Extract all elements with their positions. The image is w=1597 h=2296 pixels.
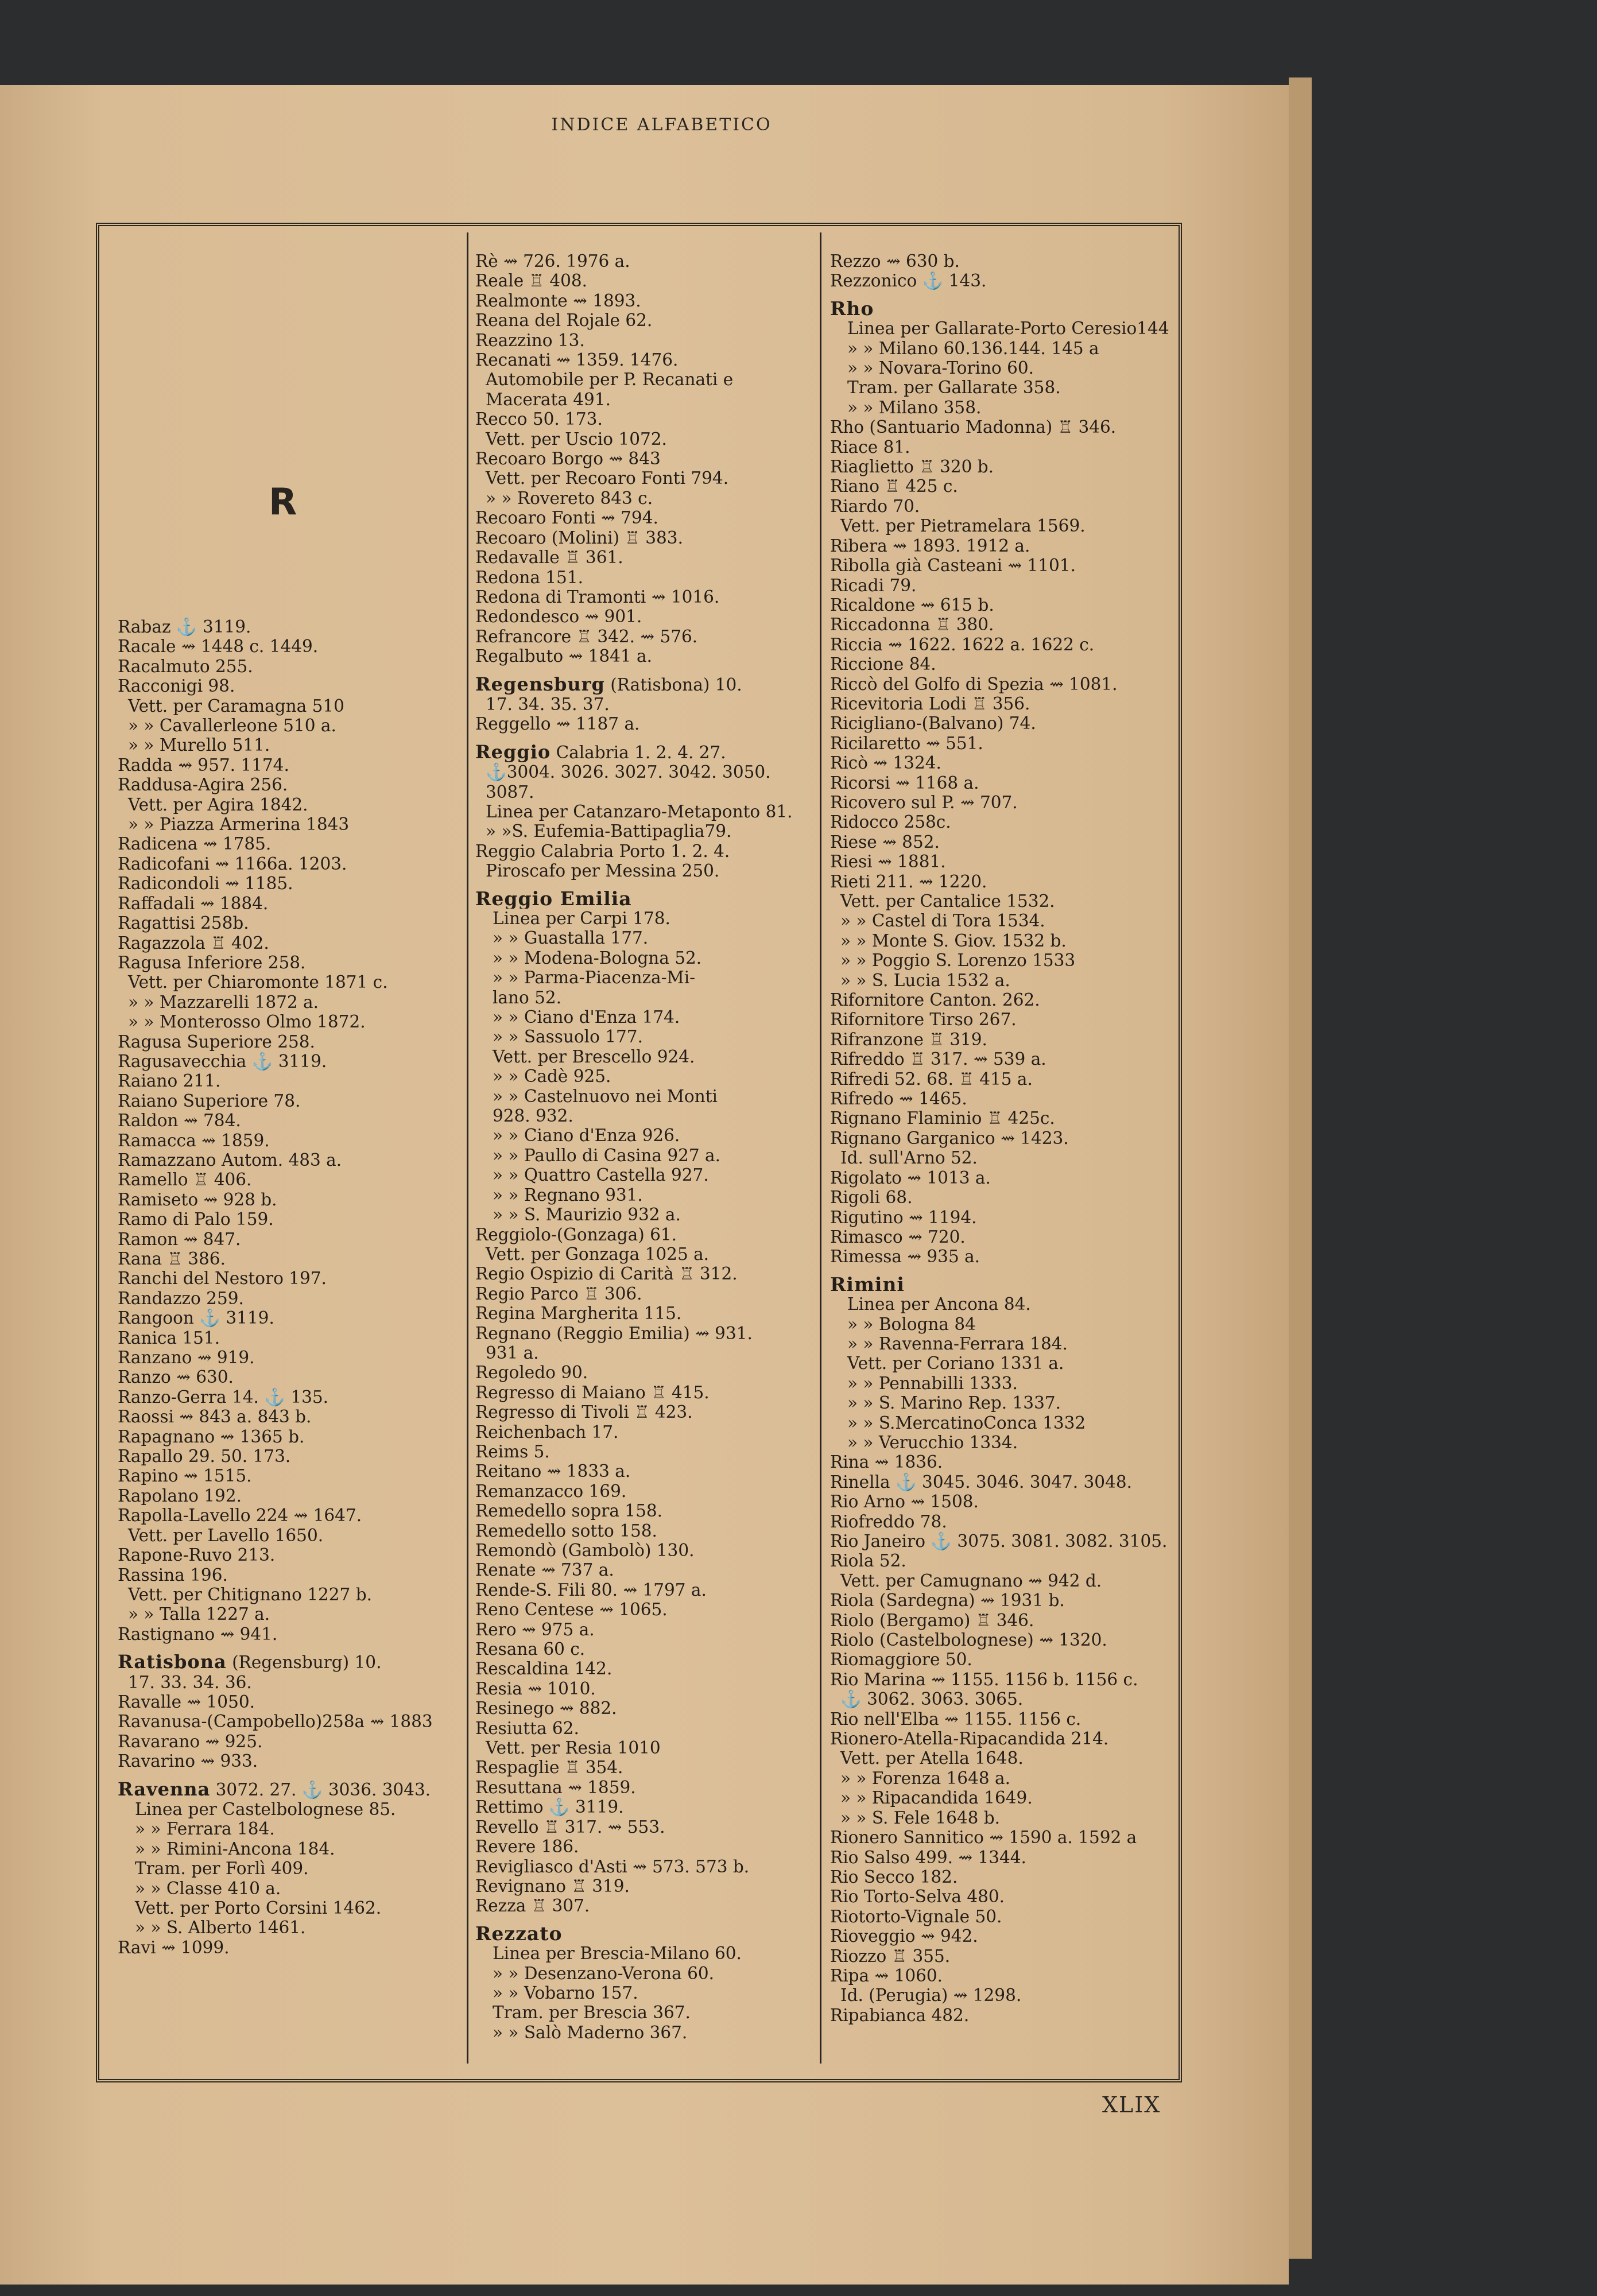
index-entry: » » Milano 358. [847, 397, 982, 417]
index-column-3 [830, 251, 1172, 2025]
index-entry: Resana 60 c. [475, 1639, 586, 1659]
index-entry: Regio Parco ♖ 306. [475, 1283, 642, 1304]
index-entry: » » Cadè 925. [493, 1066, 611, 1087]
index-entry: » » Monte S. Giov. 1532 b. [840, 930, 1067, 951]
index-entry: Linea per Carpi 178. [493, 909, 670, 928]
index-entry: Ranchi del Nestoro 197. [118, 1269, 327, 1289]
index-entry: Vett. per Recoaro Fonti 794. [486, 468, 729, 488]
entry-headword: Regensburg [475, 674, 605, 695]
index-entry: Randazzo 259. [118, 1288, 244, 1308]
index-entry: Ragazzola ♖ 402. [118, 933, 269, 953]
entry-headword: Ratisbona [118, 1652, 227, 1673]
index-entry: Vett. per Cantalice 1532. [840, 891, 1055, 911]
index-entry: Tram. per Forlì 409. [135, 1859, 309, 1879]
index-entry: Ragattisi 258b. [118, 913, 249, 933]
index-entry: Recoaro (Molini) ♖ 383. [475, 528, 683, 548]
index-entry: » » Ciano d'Enza 174. [493, 1007, 680, 1027]
index-entry: » » Quattro Castella 927. [493, 1165, 709, 1185]
index-entry: Riccia ⇝ 1622. 1622 a. 1622 c. [830, 634, 1095, 654]
index-entry: Rio Janeiro ⚓ 3075. 3081. 3082. 3105. [830, 1531, 1168, 1551]
index-entry: Resia ⇝ 1010. [475, 1678, 596, 1698]
index-entry: Riola (Sardegna) ⇝ 1931 b. [830, 1591, 1065, 1611]
index-entry: » » Parma-Piacenza-Mi- [493, 968, 696, 988]
index-entry: Radicena ⇝ 1785. [118, 834, 272, 854]
index-entry: Rionero Sannitico ⇝ 1590 a. 1592 a [830, 1828, 1137, 1848]
index-entry: Riccadonna ♖ 380. [830, 615, 994, 635]
index-entry: Ranzo-Gerra 14. ⚓ 135. [118, 1387, 329, 1407]
index-entry: Recanati ⇝ 1359. 1476. [475, 350, 679, 370]
index-entry: Vett. per Chiaromonte 1871 c. [128, 972, 388, 992]
entry-spacer [830, 291, 1172, 299]
index-entry: Revigliasco d'Asti ⇝ 573. 573 b. [475, 1856, 750, 1876]
index-entry: Vett. per Brescello 924. [493, 1046, 695, 1066]
index-entry: Racconigi 98. [118, 676, 235, 696]
index-entry: Riolo (Bergamo) ♖ 346. [830, 1610, 1034, 1630]
index-entry: Regresso di Tivoli ♖ 423. [475, 1402, 693, 1422]
index-entry: » » S. Maurizio 932 a. [493, 1205, 681, 1225]
index-entry: Ratisbona (Regensburg) 10. [118, 1652, 382, 1673]
index-entry: lano 52. [493, 987, 562, 1007]
index-entry: Renate ⇝ 737 a. [475, 1560, 614, 1580]
index-entry: Rho (Santuario Madonna) ♖ 346. [830, 417, 1117, 437]
index-entry: » » Salò Maderno 367. [493, 2022, 688, 2042]
index-entry: Raossi ⇝ 843 a. 843 b. [118, 1407, 312, 1427]
index-entry: Reale ♖ 408. [475, 271, 588, 291]
index-entry: Resinego ⇝ 882. [475, 1698, 617, 1719]
index-entry: » » Castel di Tora 1534. [840, 911, 1045, 931]
index-entry: Regnano (Reggio Emilia) ⇝ 931. [475, 1323, 753, 1343]
index-entry: Reims 5. [475, 1441, 550, 1461]
index-entry: » » Cavallerleone 510 a. [128, 716, 336, 736]
index-entry: Riese ⇝ 852. [830, 832, 940, 852]
index-entry: Regalbuto ⇝ 1841 a. [475, 646, 652, 666]
index-entry: » » Classe 410 a. [135, 1878, 281, 1898]
index-entry: Rero ⇝ 975 a. [475, 1619, 595, 1639]
index-entry: » » Rovereto 843 c. [486, 488, 653, 508]
index-entry: » » Castelnuovo nei Monti [493, 1086, 718, 1106]
index-entry: Racalmuto 255. [118, 656, 253, 676]
index-entry: Ridocco 258c. [830, 812, 951, 832]
index-entry: Rinella ⚓ 3045. 3046. 3047. 3048. [830, 1472, 1132, 1492]
index-entry: Rana ♖ 386. [118, 1249, 226, 1269]
index-entry: Tram. per Gallarate 358. [847, 378, 1061, 398]
index-entry: Rimessa ⇝ 935 a. [830, 1247, 980, 1267]
index-entry: Remedello sopra 158. [475, 1501, 662, 1521]
index-entry: Rignano Garganico ⇝ 1423. [830, 1128, 1069, 1148]
index-entry: Rio Arno ⇝ 1508. [830, 1492, 979, 1512]
index-entry: Vett. per Caramagna 510 [128, 696, 344, 716]
index-entry: 931 a. [486, 1343, 539, 1363]
index-entry: Ravenna 3072. 27. ⚓ 3036. 3043. [118, 1779, 431, 1799]
index-entry: Revignano ♖ 319. [475, 1876, 630, 1896]
index-entry: Automobile per P. Recanati e [486, 370, 734, 390]
index-entry: ⚓ 3062. 3063. 3065. [840, 1689, 1024, 1709]
index-entry: Ramo di Palo 159. [118, 1209, 274, 1230]
index-entry: Riano ♖ 425 c. [830, 476, 958, 497]
index-entry: Riolo (Castelbolognese) ⇝ 1320. [830, 1630, 1107, 1650]
index-entry: » » Modena-Bologna 52. [493, 948, 702, 968]
index-entry: Ramello ♖ 406. [118, 1170, 252, 1190]
index-entry: » » Rimini-Ancona 184. [135, 1839, 335, 1859]
index-entry: Rina ⇝ 1836. [830, 1452, 943, 1472]
index-entry: Rifornitore Tirso 267. [830, 1010, 1017, 1030]
page-title: INDICE ALFABETICO [551, 115, 772, 135]
index-entry: Vett. per Coriano 1331 a. [847, 1353, 1064, 1374]
index-entry: Vett. per Camugnano ⇝ 942 d. [840, 1570, 1102, 1591]
entry-spacer [475, 1916, 808, 1924]
index-entry: Refrancore ♖ 342. ⇝ 576. [475, 626, 698, 646]
index-entry: Linea per Castelbolognese 85. [135, 1799, 396, 1819]
index-entry: Raiano 211. [118, 1071, 221, 1091]
index-entry: Ragusavecchia ⚓ 3119. [118, 1051, 327, 1071]
index-entry: Revello ♖ 317. ⇝ 553. [475, 1817, 665, 1837]
index-entry: » » Regnano 931. [493, 1185, 643, 1205]
index-entry: Remanzacco 169. [475, 1481, 627, 1501]
index-entry: Ricadi 79. [830, 575, 917, 595]
index-entry: Ricilaretto ⇝ 551. [830, 733, 983, 753]
index-entry: Rè ⇝ 726. 1976 a. [475, 251, 630, 271]
index-entry: Radicondoli ⇝ 1185. [118, 874, 293, 894]
index-entry: Rettimo ⚓ 3119. [475, 1797, 624, 1817]
index-entry: Id. sull'Arno 52. [840, 1148, 978, 1168]
index-entry: Ribolla già Casteani ⇝ 1101. [830, 556, 1076, 576]
index-entry: » » Murello 511. [128, 735, 270, 755]
index-entry: Ricovero sul P. ⇝ 707. [830, 792, 1018, 812]
index-entry: » » S. Lucia 1532 a. [840, 970, 1010, 990]
index-entry: Rezzo ⇝ 630 b. [830, 251, 960, 271]
index-entry: Ricò ⇝ 1324. [830, 753, 941, 773]
index-entry: Redona di Tramonti ⇝ 1016. [475, 587, 720, 607]
index-entry: » » Ravenna-Ferrara 184. [847, 1333, 1068, 1353]
index-entry: Ricorsi ⇝ 1168 a. [830, 773, 979, 793]
index-entry: » » Desenzano-Verona 60. [493, 1963, 715, 1983]
index-entry: » » Novara-Torino 60. [847, 358, 1034, 378]
index-entry: 17. 34. 35. 37. [486, 694, 610, 714]
index-entry: » » Guastalla 177. [493, 928, 649, 948]
index-entry: Radda ⇝ 957. 1174. [118, 755, 289, 775]
index-entry: Riozzo ♖ 355. [830, 1946, 951, 1966]
index-entry: Ravarino ⇝ 933. [118, 1751, 258, 1771]
index-entry: Recoaro Fonti ⇝ 794. [475, 508, 658, 528]
index-entry: Regoledo 90. [475, 1363, 588, 1383]
index-entry: Rioveggio ⇝ 942. [830, 1926, 978, 1946]
index-entry: Rifornitore Canton. 262. [830, 990, 1040, 1010]
index-entry: Rescaldina 142. [475, 1659, 613, 1679]
column-divider [820, 232, 821, 2064]
index-entry: Vett. per Porto Corsini 1462. [135, 1898, 382, 1918]
index-entry: Ramiseto ⇝ 928 b. [118, 1189, 277, 1209]
index-entry: Linea per Catanzaro-Metaponto 81. [486, 801, 793, 821]
index-entry: » » Mazzarelli 1872 a. [128, 992, 319, 1012]
index-entry: Riccione 84. [830, 654, 936, 674]
index-entry: Tram. per Brescia 367. [493, 2003, 691, 2023]
index-entry: Ragusa Inferiore 258. [118, 952, 306, 972]
index-entry: Rifranzone ♖ 319. [830, 1029, 987, 1049]
index-entry: » » S. Marino Rep. 1337. [847, 1393, 1061, 1413]
index-entry: Linea per Ancona 84. [847, 1294, 1031, 1314]
index-entry: Ribera ⇝ 1893. 1912 a. [830, 536, 1030, 556]
index-entry: Ricaldone ⇝ 615 b. [830, 595, 994, 615]
index-entry: Rifredo ⇝ 1465. [830, 1089, 967, 1109]
entry-headword: Ravenna [118, 1779, 211, 1799]
entry-spacer [475, 734, 808, 742]
index-entry: Rezzonico ⚓ 143. [830, 271, 987, 291]
index-entry: Riofreddo 78. [830, 1511, 947, 1531]
index-entry: Redavalle ♖ 361. [475, 548, 623, 568]
index-entry: Ricevitoria Lodi ♖ 356. [830, 693, 1030, 713]
index-entry: » » Poggio S. Lorenzo 1533 [840, 951, 1076, 971]
index-entry: Vett. per Agira 1842. [128, 794, 308, 815]
index-entry: Ramacca ⇝ 1859. [118, 1130, 270, 1150]
index-entry: » » S. Fele 1648 b. [840, 1808, 1001, 1828]
index-entry: Reggello ⇝ 1187 a. [475, 714, 640, 734]
index-entry: » » Bologna 84 [847, 1314, 976, 1334]
index-entry: Rangoon ⚓ 3119. [118, 1308, 274, 1328]
index-entry: Riaglietto ♖ 320 b. [830, 457, 994, 477]
index-entry: Rende-S. Fili 80. ⇝ 1797 a. [475, 1580, 707, 1600]
index-entry: Macerata 491. [486, 389, 611, 409]
index-entry: Ripabianca 482. [830, 2005, 970, 2025]
index-entry: Ravalle ⇝ 1050. [118, 1692, 255, 1712]
index-entry: Id. (Perugia) ⇝ 1298. [840, 1985, 1022, 2006]
index-entry: Vett. per Resia 1010 [486, 1738, 661, 1758]
index-entry: Recoaro Borgo ⇝ 843 [475, 449, 661, 469]
index-entry: Rio Marina ⇝ 1155. 1156 b. 1156 c. [830, 1669, 1138, 1689]
index-entry: » » Ciano d'Enza 926. [493, 1126, 680, 1146]
index-heading: Reggio Emilia [475, 889, 632, 909]
index-heading: Rezzato [475, 1923, 563, 1944]
index-entry: Ravanusa-(Campobello)258a ⇝ 1883 [118, 1712, 433, 1732]
index-entry: Riesi ⇝ 1881. [830, 852, 946, 872]
index-entry: Revere 186. [475, 1837, 579, 1857]
index-entry: Vett. per Atella 1648. [840, 1748, 1024, 1768]
index-entry: Riotorto-Vignale 50. [830, 1906, 1002, 1926]
index-entry: Riola 52. [830, 1551, 906, 1571]
index-entry: Rifreddo ♖ 317. ⇝ 539 a. [830, 1049, 1046, 1069]
index-entry: » » Paullo di Casina 927 a. [493, 1145, 721, 1165]
index-entry: 17. 33. 34. 36. [128, 1672, 252, 1692]
index-heading: Rho [830, 298, 874, 319]
index-entry: Ravarano ⇝ 925. [118, 1731, 263, 1751]
index-entry: Ragusa Superiore 258. [118, 1031, 315, 1052]
column-divider [467, 232, 468, 2064]
index-entry: Vett. per Lavello 1650. [128, 1525, 324, 1545]
index-entry: Rassina 196. [118, 1565, 228, 1585]
index-entry: Raffadali ⇝ 1884. [118, 893, 269, 913]
index-entry: Rapino ⇝ 1515. [118, 1466, 252, 1486]
entry-spacer [475, 666, 808, 674]
index-entry: Rimasco ⇝ 720. [830, 1227, 966, 1247]
index-entry: Vett. per Uscio 1072. [486, 429, 667, 449]
index-entry: Raldon ⇝ 784. [118, 1111, 241, 1131]
entry-spacer [830, 1267, 1172, 1275]
index-entry: Radicofani ⇝ 1166a. 1203. [118, 854, 347, 874]
index-entry: Ranzo ⇝ 630. [118, 1367, 234, 1387]
index-entry: Rio nell'Elba ⇝ 1155. 1156 c. [830, 1709, 1082, 1729]
index-entry: Riardo 70. [830, 496, 920, 516]
index-entry: Ramon ⇝ 847. [118, 1229, 241, 1249]
index-entry: » » S. Alberto 1461. [135, 1918, 306, 1938]
index-entry: Rapolano 192. [118, 1486, 242, 1506]
index-entry: Ranzano ⇝ 919. [118, 1348, 255, 1368]
index-entry: Rabaz ⚓ 3119. [118, 617, 251, 637]
index-entry: » » Verucchio 1334. [847, 1432, 1018, 1452]
index-entry: Rigutino ⇝ 1194. [830, 1207, 977, 1227]
index-entry: Rastignano ⇝ 941. [118, 1624, 278, 1644]
index-entry: Regio Ospizio di Carità ♖ 312. [475, 1264, 738, 1284]
index-entry: » » Sassuolo 177. [493, 1027, 643, 1047]
index-entry: Recco 50. 173. [475, 409, 603, 429]
index-entry: » » Vobarno 157. [493, 1983, 638, 2003]
index-entry: Rapone-Ruvo 213. [118, 1545, 276, 1565]
index-entry: Reggiolo-(Gonzaga) 61. [475, 1224, 677, 1244]
index-entry: Reichenbach 17. [475, 1422, 619, 1442]
index-entry: Linea per Gallarate-Porto Ceresio144 [847, 319, 1169, 339]
index-entry: Rio Torto-Selva 480. [830, 1887, 1005, 1907]
page-number: XLIX [1102, 2092, 1161, 2117]
index-entry: Ripa ⇝ 1060. [830, 1965, 943, 1985]
index-entry: Reana del Rojale 62. [475, 311, 653, 331]
index-entry: Vett. per Gonzaga 1025 a. [486, 1244, 710, 1264]
index-entry: Riccò del Golfo di Spezia ⇝ 1081. [830, 674, 1118, 694]
index-entry: Rezza ♖ 307. [475, 1896, 590, 1916]
entry-headword: Reggio [475, 742, 551, 763]
index-entry: Vett. per Pietramelara 1569. [840, 516, 1086, 536]
index-entry: Remedello sotto 158. [475, 1521, 657, 1541]
index-entry: Respaglie ♖ 354. [475, 1758, 623, 1778]
index-entry: Reggio Calabria 1. 2. 4. 27. [475, 742, 726, 763]
index-entry: Rifredi 52. 68. ♖ 415 a. [830, 1069, 1033, 1089]
entry-spacer [118, 1644, 445, 1652]
index-entry: Remondò (Gambolò) 130. [475, 1541, 695, 1560]
index-entry: Rigolato ⇝ 1013 a. [830, 1168, 991, 1188]
index-entry: Redona 151. [475, 567, 583, 587]
index-column-2 [475, 251, 808, 2042]
index-entry: 928. 932. [493, 1106, 573, 1126]
index-entry: » »S. Eufemia-Battipaglia79. [486, 821, 732, 841]
index-entry: Resiutta 62. [475, 1718, 579, 1738]
index-entry: Ramazzano Autom. 483 a. [118, 1150, 342, 1170]
entry-spacer [475, 881, 808, 889]
index-entry: Rigoli 68. [830, 1188, 913, 1208]
index-entry: Raddusa-Agira 256. [118, 775, 288, 795]
index-entry: Rapagnano ⇝ 1365 b. [118, 1426, 305, 1446]
index-entry: Riomaggiore 50. [830, 1650, 972, 1670]
index-entry: 3087. [486, 782, 534, 802]
index-entry: Rio Secco 182. [830, 1867, 958, 1887]
index-entry: Ricigliano-(Balvano) 74. [830, 713, 1036, 734]
section-letter: R [269, 481, 297, 523]
index-entry: Ravi ⇝ 1099. [118, 1937, 230, 1957]
index-entry: Resuttana ⇝ 1859. [475, 1777, 636, 1797]
page-edge [1289, 77, 1312, 2259]
index-entry: » » Milano 60.136.144. 145 a [847, 338, 1099, 358]
index-entry: Racale ⇝ 1448 c. 1449. [118, 637, 319, 657]
index-entry: Rapallo 29. 50. 173. [118, 1446, 291, 1467]
index-entry: Rio Salso 499. ⇝ 1344. [830, 1847, 1026, 1867]
index-entry: Vett. per Chitignano 1227 b. [128, 1584, 372, 1604]
index-entry: Rignano Flaminio ♖ 425c. [830, 1108, 1055, 1128]
index-entry: Raiano Superiore 78. [118, 1091, 301, 1111]
index-entry: Regensburg (Ratisbona) 10. [475, 674, 742, 695]
index-entry: » » Ferrara 184. [135, 1819, 275, 1839]
index-entry: ⚓3004. 3026. 3027. 3042. 3050. [486, 762, 771, 782]
index-entry: Rapolla-Lavello 224 ⇝ 1647. [118, 1506, 362, 1526]
index-entry: » » Ripacandida 1649. [840, 1788, 1033, 1808]
index-entry: » » Piazza Armerina 1843 [128, 815, 350, 835]
index-entry: Rieti 211. ⇝ 1220. [830, 871, 987, 891]
index-heading: Rimini [830, 1274, 905, 1295]
index-entry: » » Pennabilli 1333. [847, 1373, 1018, 1393]
index-entry: Ranica 151. [118, 1328, 220, 1348]
index-entry: Redondesco ⇝ 901. [475, 607, 642, 627]
index-entry: Realmonte ⇝ 1893. [475, 290, 641, 311]
index-entry: » » Forenza 1648 a. [840, 1768, 1010, 1788]
index-entry: Regresso di Maiano ♖ 415. [475, 1382, 710, 1402]
index-entry: Reggio Calabria Porto 1. 2. 4. [475, 841, 730, 861]
index-entry: Riace 81. [830, 437, 910, 457]
entry-spacer [118, 1771, 445, 1779]
index-entry: » » Talla 1227 a. [128, 1604, 270, 1624]
index-entry: » » S.MercatinoConca 1332 [847, 1413, 1086, 1433]
index-entry: Reazzino 13. [475, 330, 585, 350]
index-entry: Linea per Brescia-Milano 60. [493, 1944, 742, 1964]
index-entry: Regina Margherita 115. [475, 1304, 682, 1324]
index-entry: Rionero-Atella-Ripacandida 214. [830, 1729, 1109, 1749]
index-entry: » » Monterosso Olmo 1872. [128, 1012, 366, 1032]
index-entry: Reno Centese ⇝ 1065. [475, 1600, 668, 1620]
index-entry: Piroscafo per Messina 250. [486, 861, 720, 881]
index-column-1 [118, 617, 445, 1957]
index-entry: Reitano ⇝ 1833 a. [475, 1461, 631, 1481]
